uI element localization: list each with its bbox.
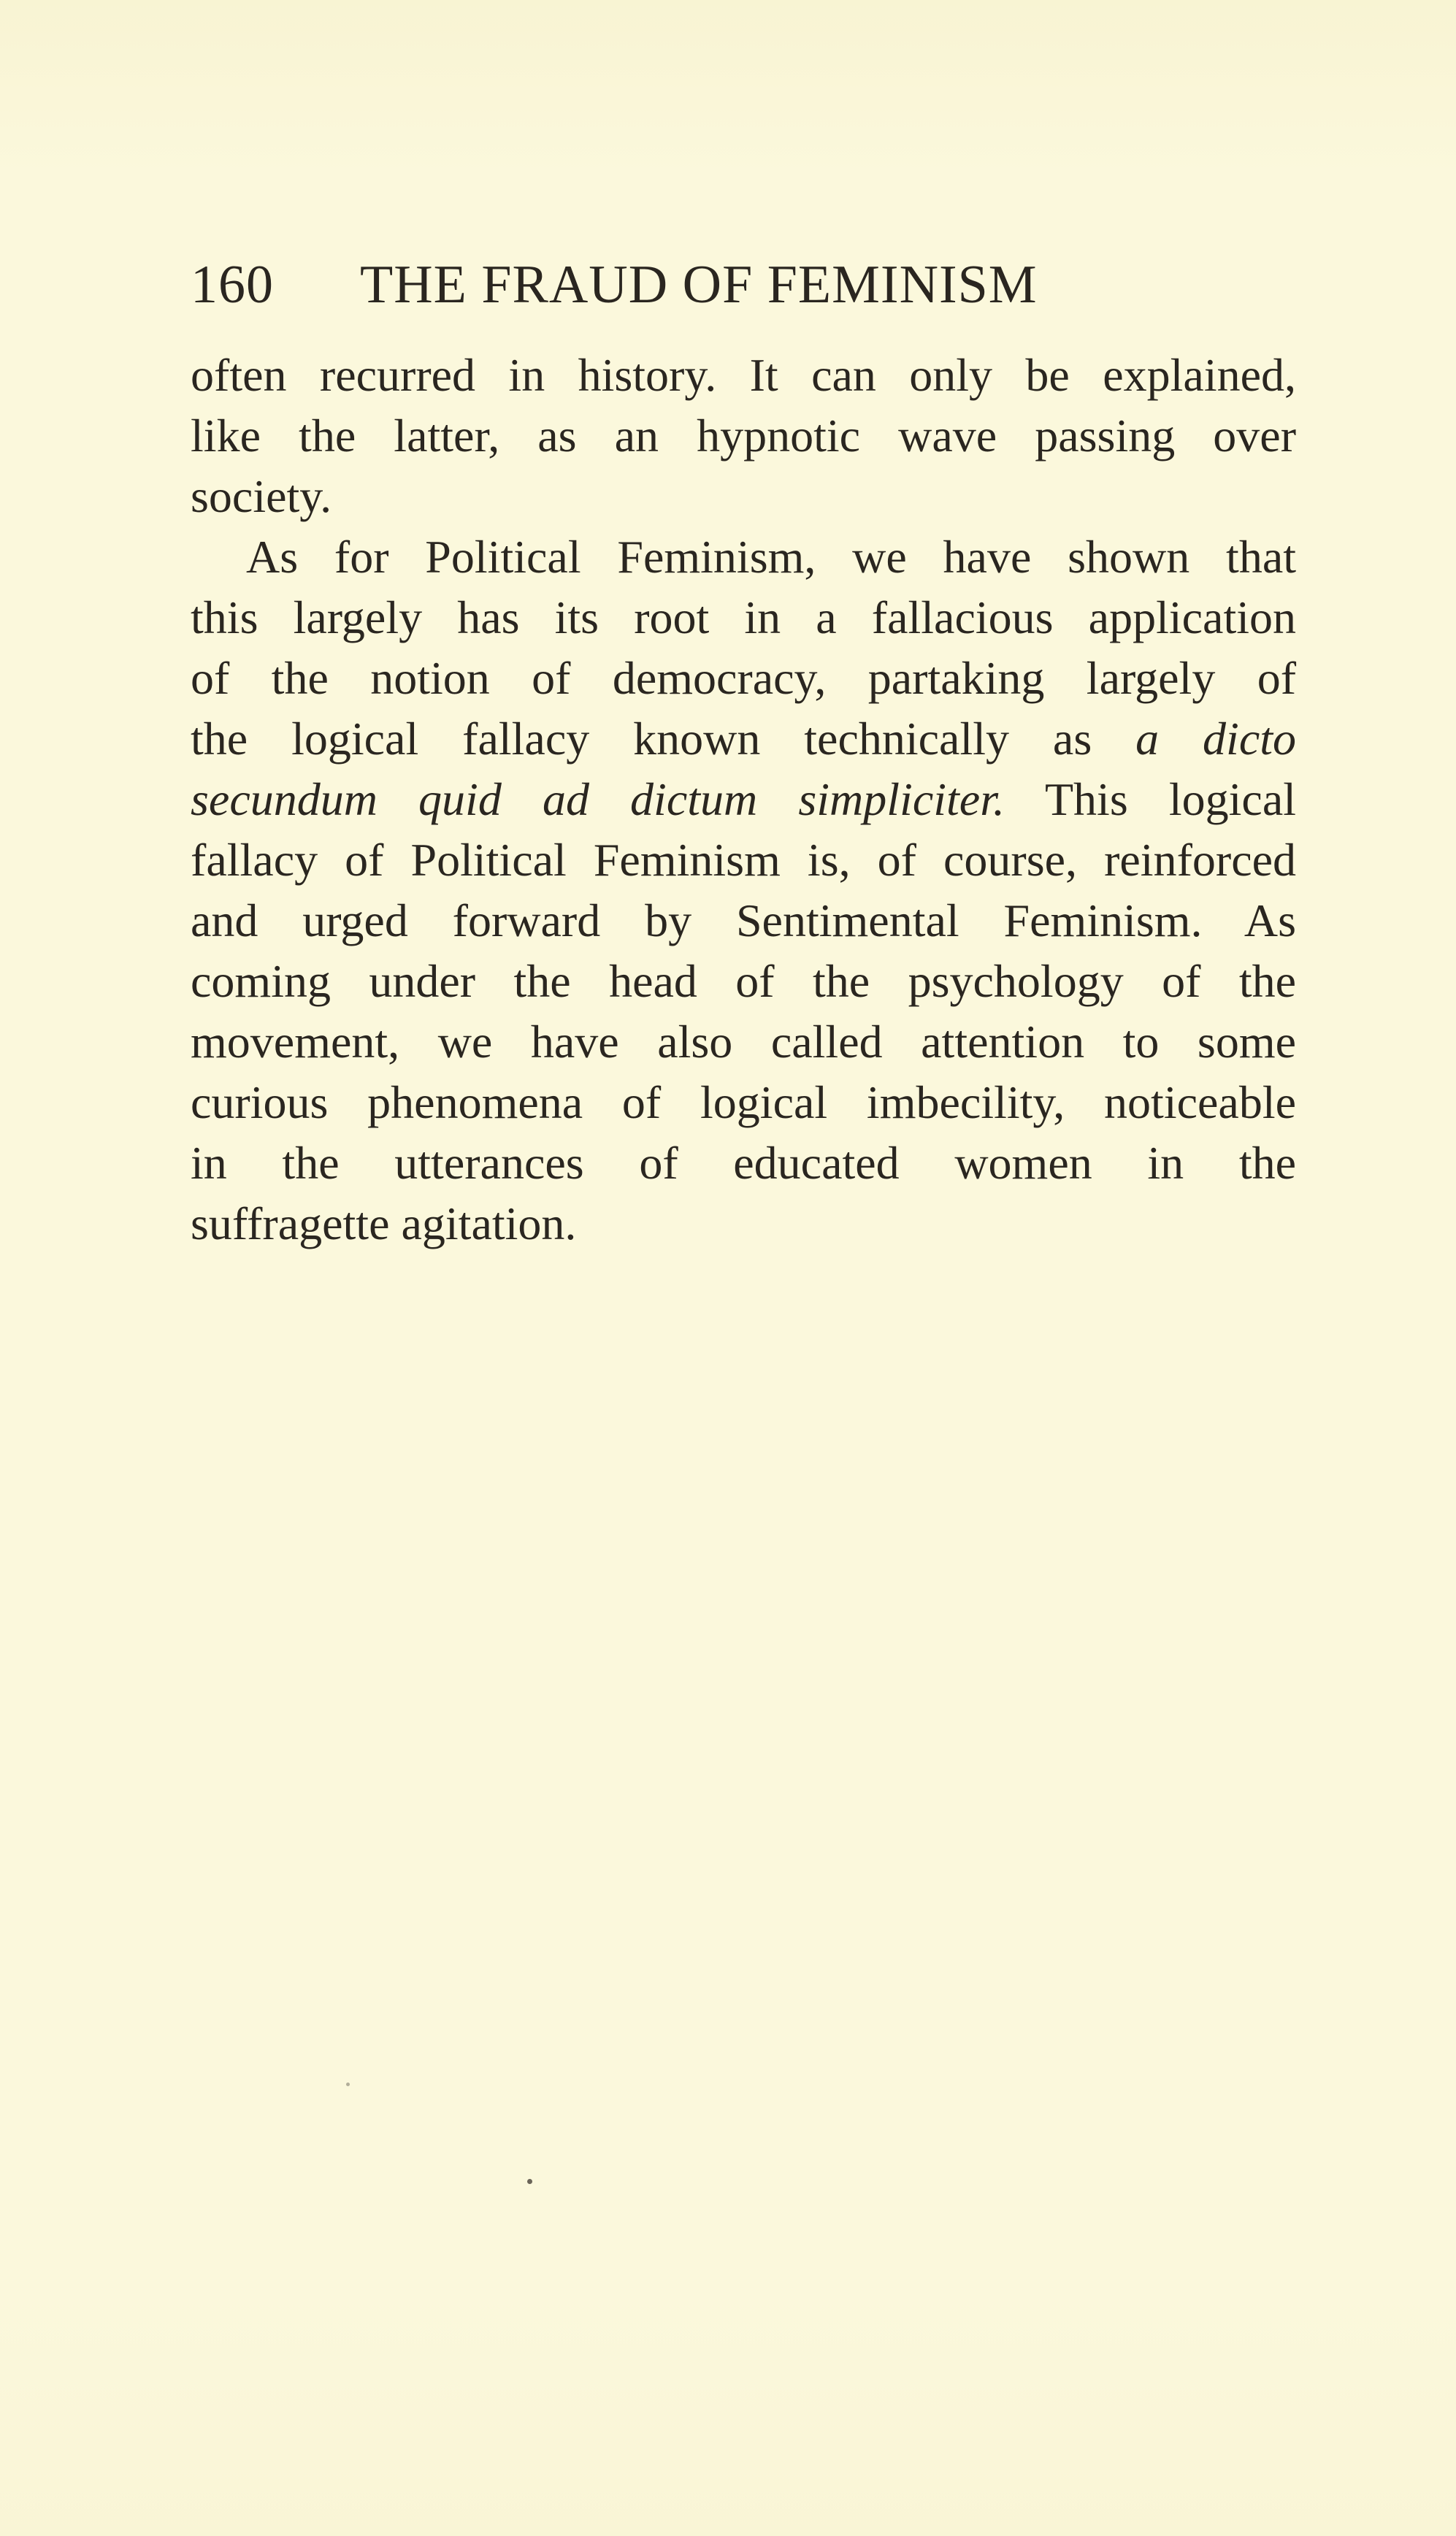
text-line: often recurred in history. It can only be explained,	[191, 349, 1296, 401]
paper-speck	[346, 2083, 350, 2086]
text-line: curious phenomena of logical imbecility, noticeable	[191, 1076, 1296, 1128]
text-line: As for Political Feminism, we have shown that	[246, 531, 1296, 583]
latin-phrase: secundum quid ad dictum simpliciter.	[191, 773, 1005, 825]
text-line: in the utterances of educated women in the	[191, 1137, 1296, 1189]
text-line: this largely has its root in a fallacious application	[191, 591, 1296, 643]
body-text	[191, 345, 1296, 1254]
text-line	[191, 769, 1296, 830]
text-line: coming under the head of the psychology of the	[191, 955, 1296, 1007]
running-head	[191, 248, 1286, 321]
text-line: movement, we have also called attention to some	[191, 1016, 1296, 1068]
running-title: THE FRAUD OF FEMINISM	[360, 255, 1038, 315]
line-segment: This logical	[1005, 773, 1296, 825]
page-number: 160	[191, 255, 274, 315]
text-line: like the latter, as an hypnotic wave passing over	[191, 410, 1296, 461]
paper-speck	[527, 2179, 532, 2184]
text-line: of the notion of democracy, partaking largely of	[191, 652, 1296, 704]
line-segment: the logical fallacy known technically as	[191, 713, 1136, 765]
latin-phrase: a dicto	[1135, 713, 1297, 765]
text-line: suffragette agitation.	[191, 1198, 577, 1249]
text-line: society.	[191, 470, 332, 522]
text-line	[191, 708, 1296, 769]
text-line: fallacy of Political Feminism is, of course, reinforced	[191, 834, 1296, 886]
text-line: and urged forward by Sentimental Feminism. As	[191, 895, 1296, 946]
